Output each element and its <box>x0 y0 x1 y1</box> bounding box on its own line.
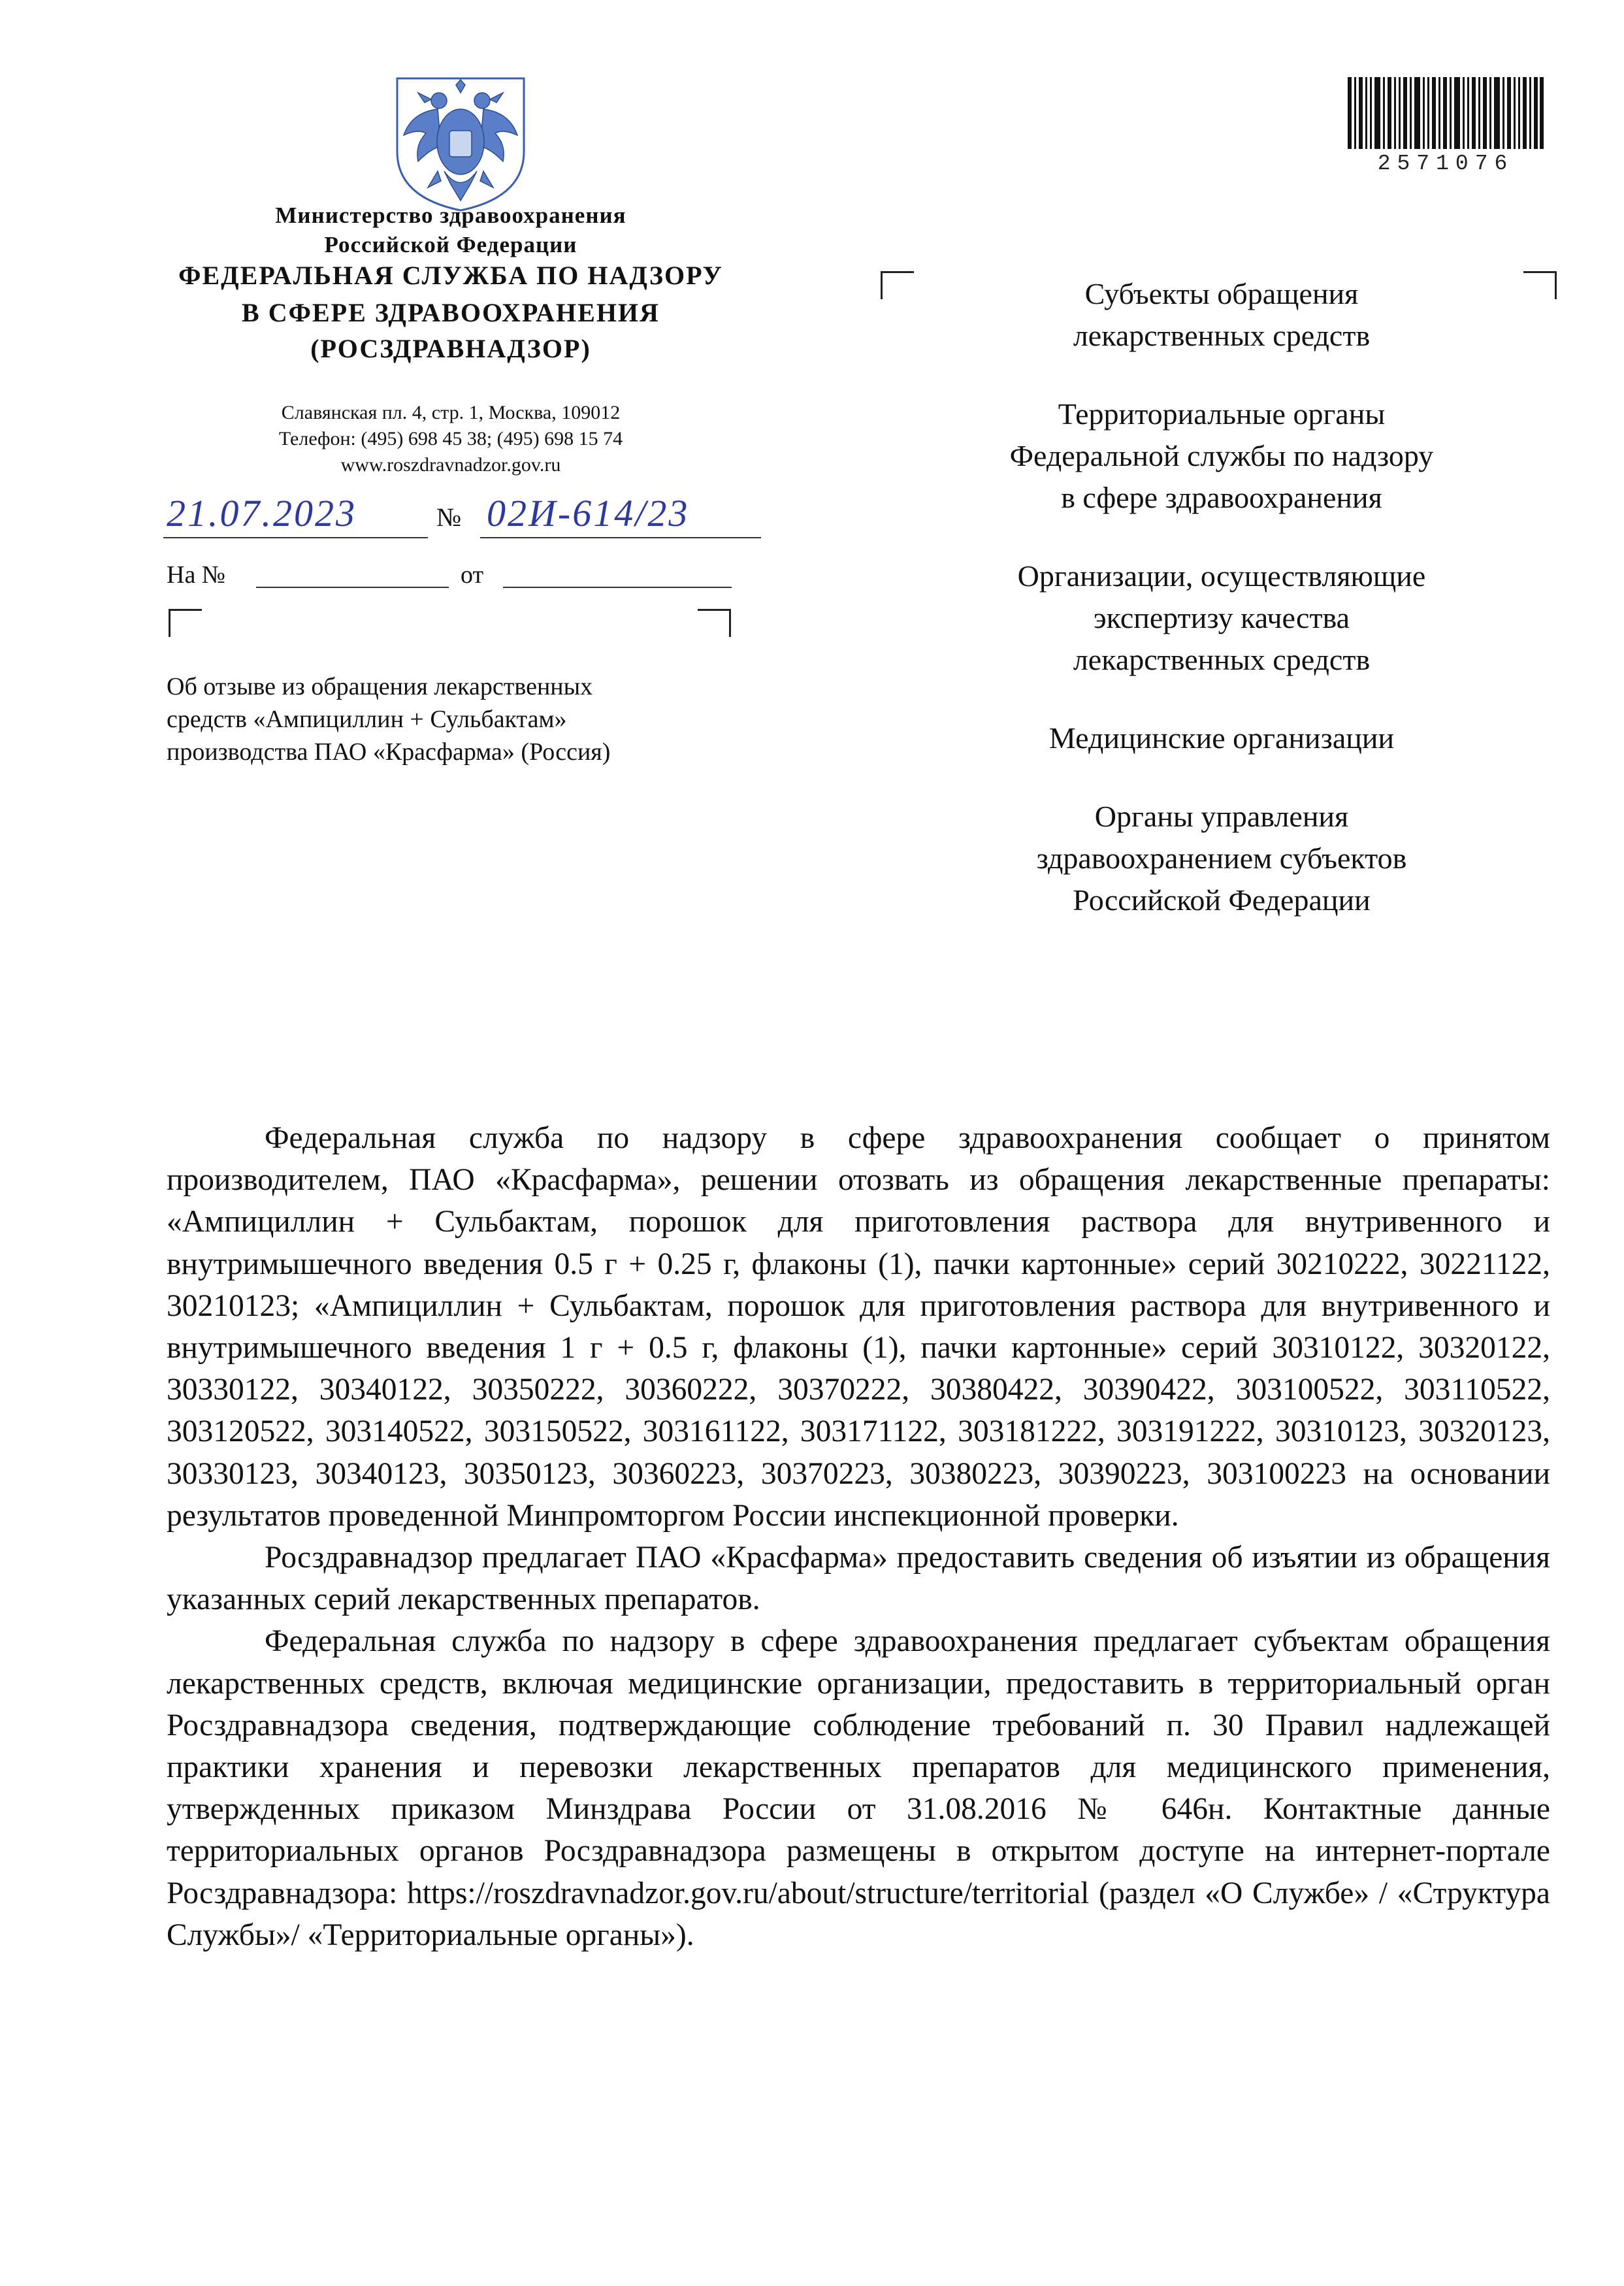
reference-number-label: На № <box>167 561 226 589</box>
number-sign: № <box>436 502 462 532</box>
website-line: www.roszdravnadzor.gov.ru <box>340 454 561 476</box>
recipient-line: лекарственных средств <box>1073 319 1371 352</box>
subject-corner-right <box>698 609 731 637</box>
recipient-group <box>915 796 1529 921</box>
recipient-group <box>915 555 1529 681</box>
recipient-group <box>915 717 1529 759</box>
subject-corner-left <box>169 609 202 637</box>
recipient-line: Субъекты обращения <box>1084 277 1359 310</box>
service-short-name: (РОСЗДРАВНАДЗОР) <box>310 334 591 363</box>
recipient-line: лекарственных средств <box>1073 643 1371 676</box>
recipients-block <box>915 273 1529 958</box>
recipient-group <box>915 273 1529 357</box>
ministry-name: Министерство здравоохранения <box>275 203 626 228</box>
reference-date-label: от <box>461 561 484 589</box>
service-name-line-2: В СФЕРЕ ЗДРАВООХРАНЕНИЯ <box>242 298 660 327</box>
date-underline <box>163 537 428 538</box>
ministry-name-line-2: Российской Федерации <box>324 232 577 257</box>
registration-date: 21.07.2023 <box>167 492 357 534</box>
coat-of-arms-emblem <box>392 73 529 214</box>
address-line: Славянская пл. 4, стр. 1, Москва, 109012 <box>281 402 621 423</box>
body-paragraph: Росздравнадзор предлагает ПАО «Красфарма» предоставить сведения об изъятии из обращения указанных серий лекарственных препаратов. <box>167 1541 1550 1617</box>
number-underline <box>480 537 761 538</box>
barcode-number: 2571076 <box>1377 152 1514 176</box>
body-paragraph: Федеральная служба по надзору в сфере здравоохранения предлагает субъектам обращения лекарственных средств, включая медицинские организации, предоставить в территориальный орган Росздравнадзора сведения, подтверждающие соблюдение требований п. 30 Правил надлежащей практики хранения и перевозки лекарственных препаратов для медицинского применения, утвержденных приказом Минздрава России от 31.08.2016 № 646н. Контактные данные территориальных органов Росздравнадзора размещены в открытом доступе на интернет-портале Росздравнадзора: https://roszdravnadzor.gov.ru/about/structure/territorial (раздел «О Службе» / «Структура Службы»/ «Территориальные органы»). <box>167 1624 1550 1952</box>
recipient-line: Российской Федерации <box>1073 883 1371 917</box>
recipient-line: Организации, осуществляющие <box>1017 559 1426 593</box>
service-name: ФЕДЕРАЛЬНАЯ СЛУЖБА ПО НАДЗОРУ <box>178 261 723 290</box>
subject-line: Об отзыве из обращения лекарственных <box>167 673 593 700</box>
body-paragraph: Федеральная служба по надзору в сфере здравоохранения сообщает о принятом производителем, ПАО «Красфарма», решении отозвать из обращения лекарственные препараты: «Ампициллин + Сульбактам, порошок для приготовления раствора для внутривенного и внутримышечного введения 0.5 г + 0.25 г, флаконы (1), пачки картонные» серий 30210222, 30221122, 30210123; «Ампициллин + Сульбактам, порошок для приготовления раствора для внутривенного и внутримышечного введения 1 г + 0.5 г, флаконы (1), пачки картонные» серий 30310122, 30320122, 30330122, 30340122, 30350222, 30360222, 30370222, 30380422, 30390422, 303100522, 303110522, 303120522, 303140522, 303150522, 303161122, 303171122, 303181222, 303191222, 30310123, 30320123, 30330123, 30340123, 30350123, 30360223, 30370223, 30380223, 30390223, 303100223 на основании результатов проведенной Минпромторгом России инспекционной проверки. <box>167 1121 1550 1533</box>
barcode <box>1348 77 1544 155</box>
recipient-line: экспертизу качества <box>1093 601 1350 634</box>
recipient-group <box>915 393 1529 519</box>
reference-date-line <box>503 587 732 588</box>
recipient-line: Органы управления <box>1094 800 1349 833</box>
letter-body <box>167 1117 1550 1956</box>
recipient-line: в сфере здравоохранения <box>1061 481 1382 514</box>
phone-line: Телефон: (495) 698 45 38; (495) 698 15 74 <box>278 428 623 449</box>
letter-subject <box>167 670 755 768</box>
subject-line: производства ПАО «Красфарма» (Россия) <box>167 738 611 766</box>
subject-line: средств «Ампициллин + Сульбактам» <box>167 706 567 733</box>
reference-number-line <box>256 587 449 588</box>
recipient-line: Территориальные органы <box>1058 397 1386 431</box>
recipient-line: Медицинские организации <box>1048 721 1395 755</box>
recipient-corner-left <box>881 271 914 299</box>
registration-number: 02И-614/23 <box>487 492 690 534</box>
recipient-line: здравоохранением субъектов <box>1036 841 1407 875</box>
recipient-line: Федеральной службы по надзору <box>1009 439 1434 472</box>
